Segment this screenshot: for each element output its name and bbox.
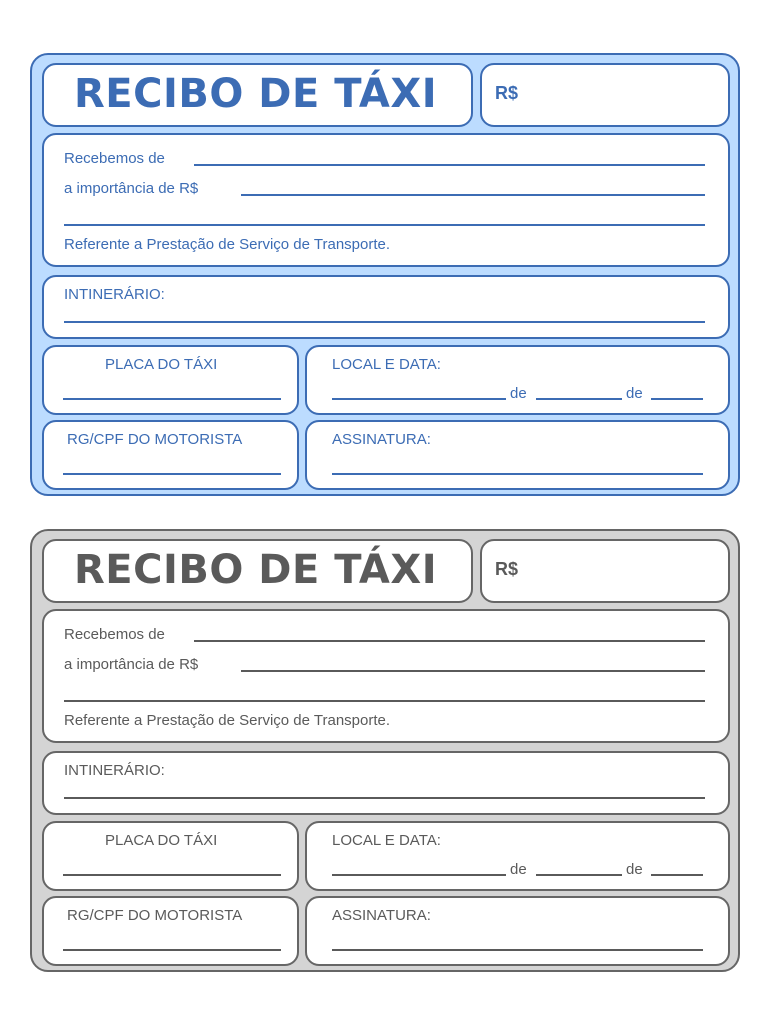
itinerary-label: INTINERÁRIO:	[64, 762, 165, 779]
driver-id-box	[42, 896, 299, 966]
service-label: Referente a Prestação de Serviço de Transporte.	[64, 236, 391, 253]
amount-line[interactable]	[241, 670, 705, 672]
year-line[interactable]	[651, 874, 703, 876]
amount-label: a importância de R$	[64, 180, 199, 197]
plate-box	[42, 345, 299, 415]
currency-label: R$	[495, 559, 519, 579]
title-box	[42, 63, 473, 127]
driver-id-label: RG/CPF DO MOTORISTA	[67, 431, 243, 448]
itinerary-box	[42, 751, 730, 815]
received-from-label: Recebemos de	[64, 626, 165, 643]
place-date-box	[305, 345, 730, 415]
plate-label: PLACA DO TÁXI	[105, 356, 218, 373]
received-from-label: Recebemos de	[64, 150, 165, 167]
amount-words-line[interactable]	[64, 224, 705, 226]
itinerary-box	[42, 275, 730, 339]
title-box	[42, 539, 473, 603]
place-line[interactable]	[332, 874, 506, 876]
place-line[interactable]	[332, 398, 506, 400]
place-date-label: LOCAL E DATA:	[332, 356, 441, 373]
service-label: Referente a Prestação de Serviço de Transporte.	[64, 712, 391, 729]
payer-section	[42, 133, 730, 267]
place-date-label: LOCAL E DATA:	[332, 832, 441, 849]
itinerary-line[interactable]	[64, 321, 705, 323]
signature-line[interactable]	[332, 949, 703, 951]
driver-id-label: RG/CPF DO MOTORISTA	[67, 907, 243, 924]
date-separator-1: de	[510, 861, 527, 878]
amount-label: a importância de R$	[64, 656, 199, 673]
taxi-receipt-blue	[30, 53, 740, 496]
month-line[interactable]	[536, 874, 622, 876]
year-line[interactable]	[651, 398, 703, 400]
amount-box[interactable]	[480, 63, 730, 127]
plate-line[interactable]	[63, 874, 281, 876]
receipt-title: RECIBO DE TÁXI	[74, 547, 438, 593]
signature-line[interactable]	[332, 473, 703, 475]
plate-box	[42, 821, 299, 891]
amount-line[interactable]	[241, 194, 705, 196]
amount-words-line[interactable]	[64, 700, 705, 702]
place-date-box	[305, 821, 730, 891]
driver-id-box	[42, 420, 299, 490]
driver-id-line[interactable]	[63, 949, 281, 951]
received-from-line[interactable]	[194, 164, 705, 166]
signature-label: ASSINATURA:	[332, 907, 431, 924]
signature-label: ASSINATURA:	[332, 431, 431, 448]
month-line[interactable]	[536, 398, 622, 400]
date-separator-2: de	[626, 861, 643, 878]
itinerary-line[interactable]	[64, 797, 705, 799]
payer-section	[42, 609, 730, 743]
plate-line[interactable]	[63, 398, 281, 400]
plate-label: PLACA DO TÁXI	[105, 832, 218, 849]
driver-id-line[interactable]	[63, 473, 281, 475]
received-from-line[interactable]	[194, 640, 705, 642]
taxi-receipt-gray	[30, 529, 740, 972]
signature-box	[305, 420, 730, 490]
currency-label: R$	[495, 83, 519, 103]
signature-box	[305, 896, 730, 966]
receipt-title: RECIBO DE TÁXI	[74, 71, 438, 117]
date-separator-2: de	[626, 385, 643, 402]
date-separator-1: de	[510, 385, 527, 402]
amount-box[interactable]	[480, 539, 730, 603]
itinerary-label: INTINERÁRIO:	[64, 286, 165, 303]
